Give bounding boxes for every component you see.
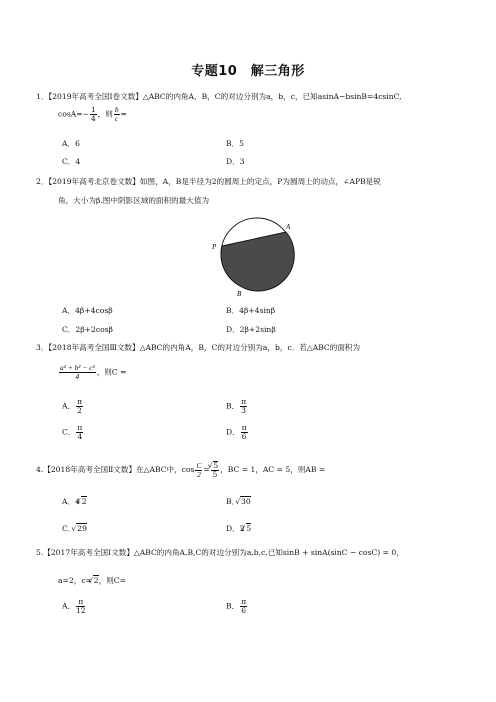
q1-option-b: B．5 [226, 139, 245, 148]
q2-stem-line2: 角，大小为β.图中阴影区域的面积的最大值为 [58, 196, 210, 205]
q1-condition: cosA=− $\frac{1}{4}$ ，则 $\frac{b}{c}$ = [58, 105, 127, 124]
q3-option-d: D． $\frac{\pi}{6}$ [226, 423, 247, 442]
q3-option-a: A． $\frac{\pi}{2}$ [62, 397, 82, 416]
figure-label-p: P [212, 243, 217, 251]
q1-fraction: $\frac{1}{4}$ [90, 105, 96, 124]
q3-option-c: C． $\frac{\pi}{4}$ [62, 423, 83, 442]
q2-stem: 2．【2019年高考北京卷文数】如图，A，B是半径为2的圆周上的定点，P为圆周上的动点，∠APB是锐 [36, 177, 381, 186]
figure-label-b: B [237, 290, 242, 298]
shaded-region [221, 232, 294, 291]
q5-condition: a=2，c=√ 2，则C= [58, 575, 126, 586]
q1-stem: 1．【2019年高考全国Ⅰ卷文数】△ABC的内角A，B，C的对边分别为a，b，c，已知asinA−bsinB=4csinC, [36, 92, 402, 101]
q1-ratio: $\frac{b}{c}$ [114, 105, 119, 124]
q3-area-fraction: $\frac{\text{a² + b² − c²}}{4}$ [60, 363, 95, 382]
q1-option-c: C．4 [62, 157, 81, 166]
q4-option-d: D．2√ 5 [226, 523, 251, 534]
q2-option-b: B．4β+4sinβ [226, 306, 276, 315]
q1-option-a: A．6 [62, 139, 80, 148]
circle-figure [200, 212, 300, 300]
q3-stem: 3．【2018年高考全国Ⅲ文数】△ABC的内角A，B，C的对边分别为a，b，c．若△ABC的面积为 [36, 343, 361, 352]
q1-option-d: D．3 [226, 157, 245, 166]
q2-option-a: A．4β+4cosβ [62, 306, 113, 315]
q4-option-b: B．√ 30 [226, 496, 251, 507]
q5-option-a: A． $\frac{\pi}{12}$ [62, 597, 86, 616]
q4-option-c: C．√ 29 [62, 523, 87, 534]
q4-option-a: A．4√ 2 [62, 496, 87, 507]
page-title: 专题10 解三角形 [191, 64, 305, 79]
q3-area-expression: $\frac{\text{a² + b² − c²}}{4}$ ，则C = [60, 363, 127, 382]
q2-option-c: C．2β+2cosβ [62, 325, 113, 334]
q5-option-b: B． $\frac{\pi}{6}$ [226, 597, 247, 616]
q5-stem: 5.【2017年高考全国Ⅰ文数】△ABC的内角A,B,C的对边分别为a,b,c,已知sinB + sinA(sinC − cosC) = 0， [36, 548, 404, 557]
q3-option-b: B． $\frac{\pi}{3}$ [226, 397, 247, 416]
q2-option-d: D．2β+2sinβ [226, 325, 276, 334]
q4-stem: 4.【2018年高考全国Ⅱ文数】在△ABC中，cos $\frac{C}{2}$ = √ $\frac{5}{5}$ ，BC = 1，AC = 5，则AB = [36, 461, 325, 479]
figure-label-a: A [286, 223, 291, 231]
